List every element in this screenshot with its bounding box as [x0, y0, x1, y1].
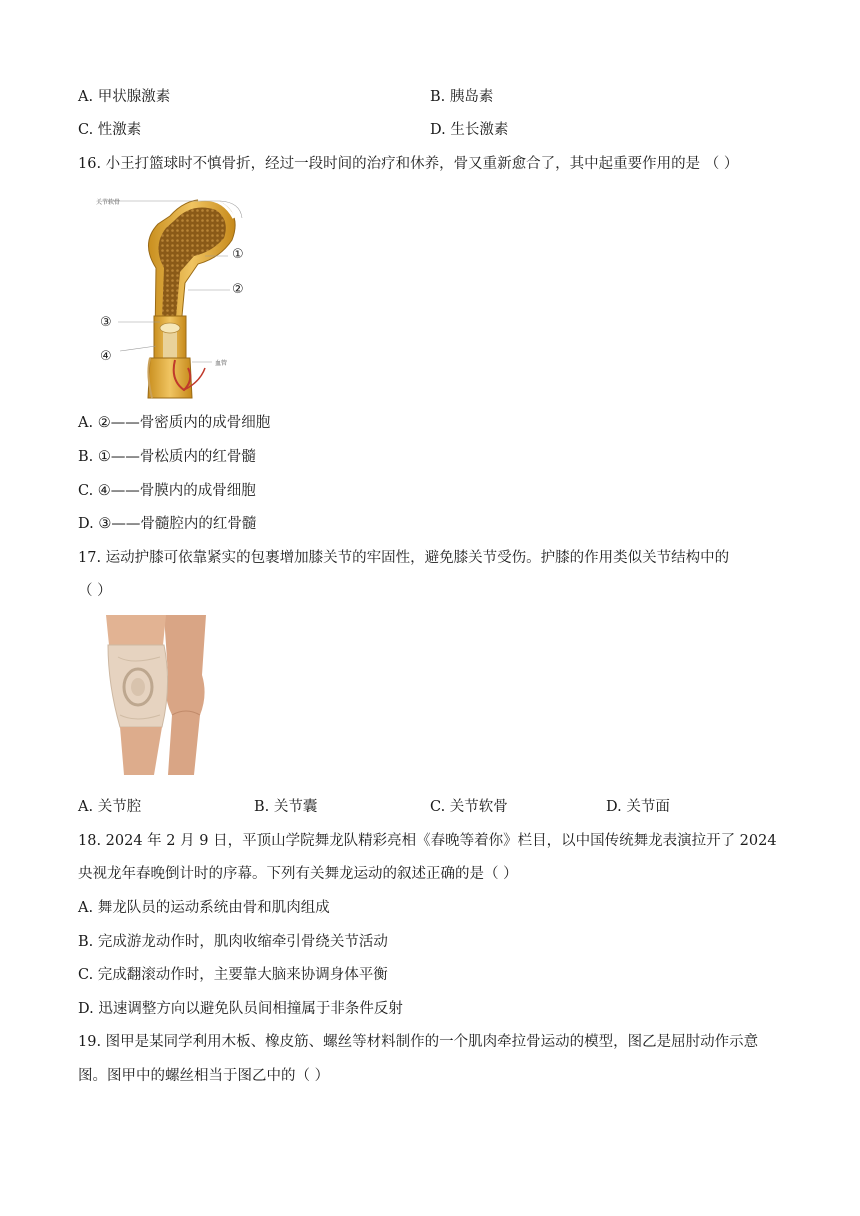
q17-stem-line1: 17. 运动护膝可依靠紧实的包裹增加膝关节的牢固性，避免膝关节受伤。护膝的作用类似关节结构中的 — [78, 550, 730, 566]
q18-option-d: D. 迅速调整方向以避免队员间相撞属于非条件反射 — [78, 1001, 403, 1017]
bone-structure-figure — [80, 188, 270, 400]
q17-option-c: C. 关节软骨 — [430, 799, 508, 815]
label-blood-vessel: 血管 — [215, 360, 228, 367]
label-3: ③ — [100, 315, 112, 330]
q15-option-d: D. 生长激素 — [430, 122, 509, 138]
label-2: ② — [232, 282, 244, 297]
q16-option-a: A. ②——骨密质内的成骨细胞 — [78, 415, 271, 431]
q18-option-a: A. 舞龙队员的运动系统由骨和肌肉组成 — [78, 900, 330, 916]
label-1: ① — [232, 247, 244, 262]
q18-stem-line2: 央视龙年春晚倒计时的序幕。下列有关舞龙运动的叙述正确的是（ ） — [78, 866, 518, 882]
q17-option-b: B. 关节囊 — [254, 799, 318, 815]
q18-stem-line1: 18. 2024 年 2 月 9 日，平顶山学院舞龙队精彩亮相《春晚等着你》栏目，以中国传统舞龙表演拉开了 2024 — [78, 833, 777, 849]
q19-stem-line2: 图。图甲中的螺丝相当于图乙中的（ ） — [78, 1068, 330, 1084]
q15-option-b: B. 胰岛素 — [430, 89, 494, 105]
q16-option-b: B. ①——骨松质内的红骨髓 — [78, 449, 256, 465]
q16-option-d: D. ③——骨髓腔内的红骨髓 — [78, 516, 257, 532]
q15-option-a: A. 甲状腺激素 — [78, 89, 171, 105]
label-articular-cartilage: 关节软骨 — [96, 199, 121, 206]
knee-brace-photo — [102, 615, 212, 775]
q18-option-b: B. 完成游龙动作时，肌肉收缩牵引骨绕关节活动 — [78, 934, 388, 950]
q17-stem-line2: （ ） — [78, 583, 112, 599]
q17-option-d: D. 关节面 — [606, 799, 670, 815]
knee-brace-illustration — [102, 615, 212, 775]
label-4: ④ — [100, 349, 112, 364]
q18-option-c: C. 完成翻滚动作时，主要靠大脑来协调身体平衡 — [78, 967, 388, 983]
q15-option-c: C. 性激素 — [78, 122, 142, 138]
q19-stem-line1: 19. 图甲是某同学利用木板、橡皮筋、螺丝等材料制作的一个肌肉牵拉骨运动的模型，图乙是屈肘动作示意 — [78, 1034, 759, 1050]
q16-stem: 16. 小王打篮球时不慎骨折，经过一段时间的治疗和休养，骨又重新愈合了，其中起重要作用的是 （ ） — [78, 156, 739, 172]
q17-option-a: A. 关节腔 — [78, 799, 142, 815]
q16-option-c: C. ④——骨膜内的成骨细胞 — [78, 483, 256, 499]
